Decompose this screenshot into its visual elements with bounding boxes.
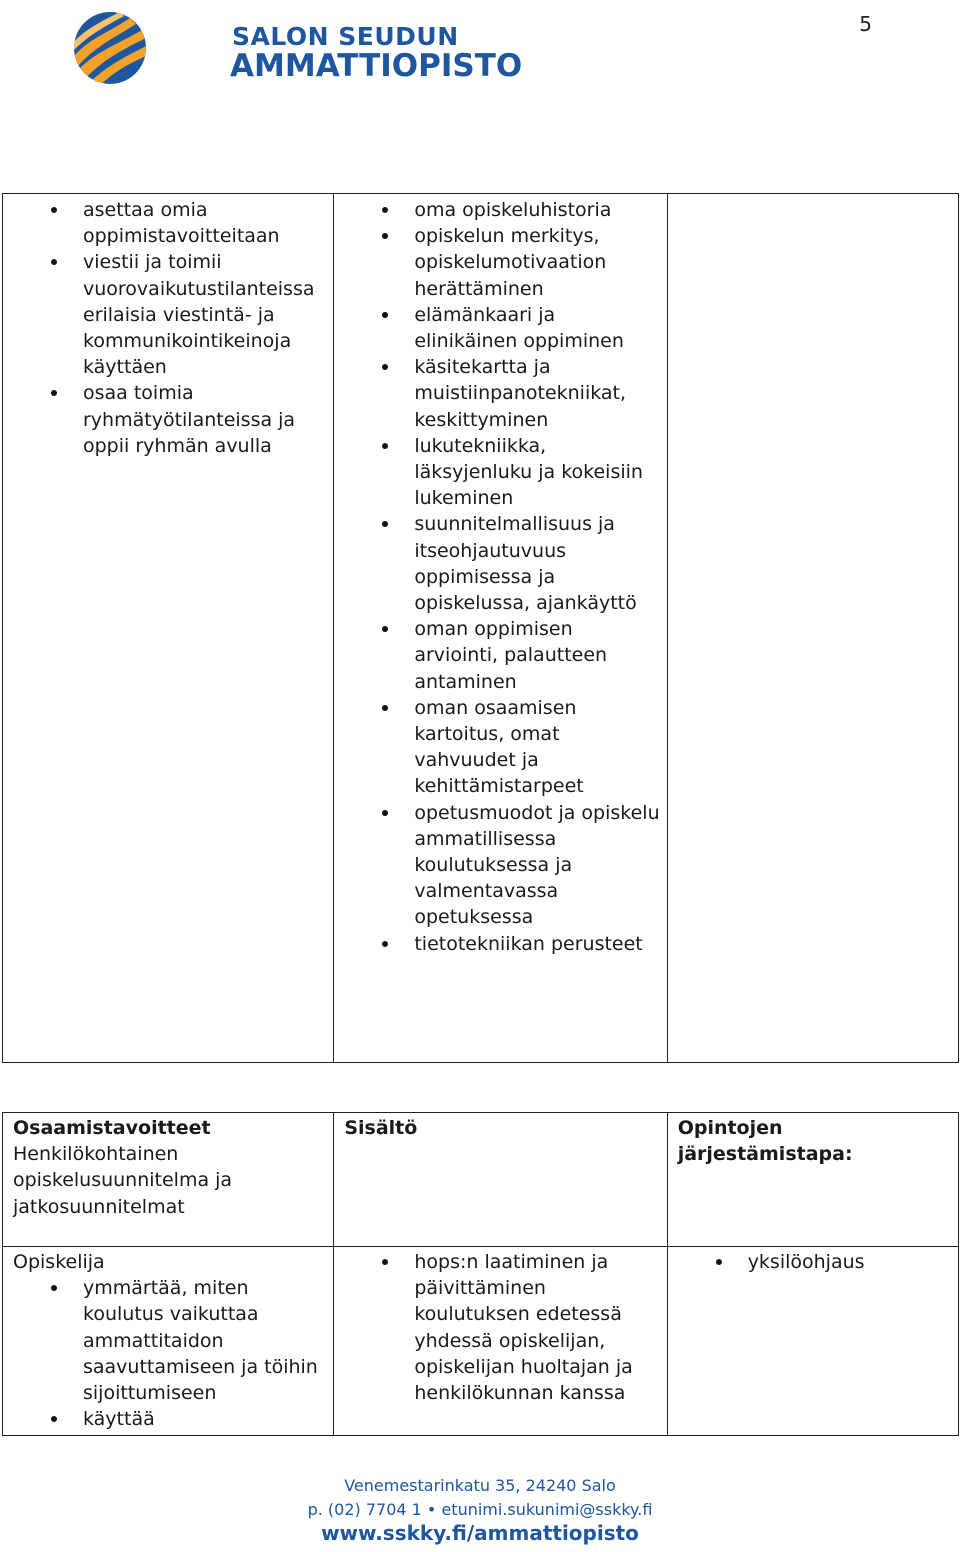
page-number: 5 — [859, 12, 872, 36]
hops-content-list — [334, 1249, 666, 1406]
table1-col2-cell — [334, 194, 667, 1063]
list-item: elämänkaari ja elinikäinen oppiminen — [334, 302, 666, 354]
list-item: opetusmuodot ja opiskelu ammatillisessa koulutuksessa ja valmentavassa opetuksessa — [334, 800, 666, 931]
footer-website[interactable]: www.sskky.fi/ammattiopisto — [321, 1521, 639, 1545]
list-item: ymmärtää, miten koulutus vaikuttaa ammattitaidon saavuttamiseen ja töihin sijoittumiseen — [3, 1275, 333, 1406]
footer-contact: p. (02) 7704 1 • etunimi.sukunimi@sskky.fi — [307, 1500, 653, 1519]
list-item: osaa toimia ryhmätyötilanteissa ja oppii ryhmän avulla — [3, 380, 333, 459]
student-objectives-list — [3, 1275, 333, 1432]
content-table-continued — [2, 193, 959, 1063]
list-item: oman oppimisen arviointi, palautteen antaminen — [334, 616, 666, 695]
objectives-subheading: Henkilökohtainen opiskelusuunnitelma ja jatkosuunnitelmat — [13, 1143, 233, 1218]
list-item: lukutekniikka, läksyjenluku ja kokeisiin lukeminen — [334, 433, 666, 512]
list-item: viestii ja toimii vuorovaikutustilanteissa erilaisia viestintä- ja kommunikointikeinoja käyttäen — [3, 249, 333, 380]
footer-address: Venemestarinkatu 35, 24240 Salo — [344, 1476, 616, 1495]
table1-col1-cell — [3, 194, 334, 1063]
list-item: suunnitelmallisuus ja itseohjautuvuus oppimisessa ja opiskelussa, ajankäyttö — [334, 511, 666, 616]
header-objectives-cell — [3, 1113, 334, 1247]
list-item: hops:n laatiminen ja päivittäminen koulutuksen edetessä yhdessä opiskelijan, opiskelijan huoltajan ja henkilökunnan kanssa — [334, 1249, 666, 1406]
objectives-list — [3, 197, 333, 459]
list-item: käyttää — [3, 1406, 333, 1432]
arrangement-list — [668, 1249, 958, 1275]
body-arrangement-cell — [667, 1247, 958, 1436]
logo-line1: SALON SEUDUN — [232, 22, 459, 51]
logo-mark-icon — [70, 8, 160, 86]
list-item: oman osaamisen kartoitus, omat vahvuudet ja kehittämistarpeet — [334, 695, 666, 800]
hops-table — [2, 1112, 959, 1436]
body-objectives-cell — [3, 1247, 334, 1436]
list-item: tietotekniikan perusteet — [334, 931, 666, 957]
body-content-cell — [334, 1247, 667, 1436]
objectives-heading: Osaamistavoitteet — [13, 1117, 211, 1139]
list-item: käsitekartta ja muistiinpanotekniikat, keskittyminen — [334, 354, 666, 433]
content-list — [334, 197, 666, 957]
list-item: opiskelun merkitys, opiskelumotivaation herättäminen — [334, 223, 666, 302]
student-intro: Opiskelija — [13, 1251, 105, 1273]
logo-line2: AMMATTIOPISTO — [230, 48, 523, 84]
list-item: yksilöohjaus — [668, 1249, 958, 1275]
header-content-cell — [334, 1113, 667, 1247]
list-item: oma opiskeluhistoria — [334, 197, 666, 223]
school-logo — [70, 8, 523, 86]
list-item: asettaa omia oppimistavoitteitaan — [3, 197, 333, 249]
header-arrangement-cell — [667, 1113, 958, 1247]
arrangement-heading: Opintojen järjestämistapa: — [677, 1117, 853, 1166]
content-heading: Sisältö — [344, 1117, 418, 1139]
table1-col3-cell — [667, 194, 958, 1063]
